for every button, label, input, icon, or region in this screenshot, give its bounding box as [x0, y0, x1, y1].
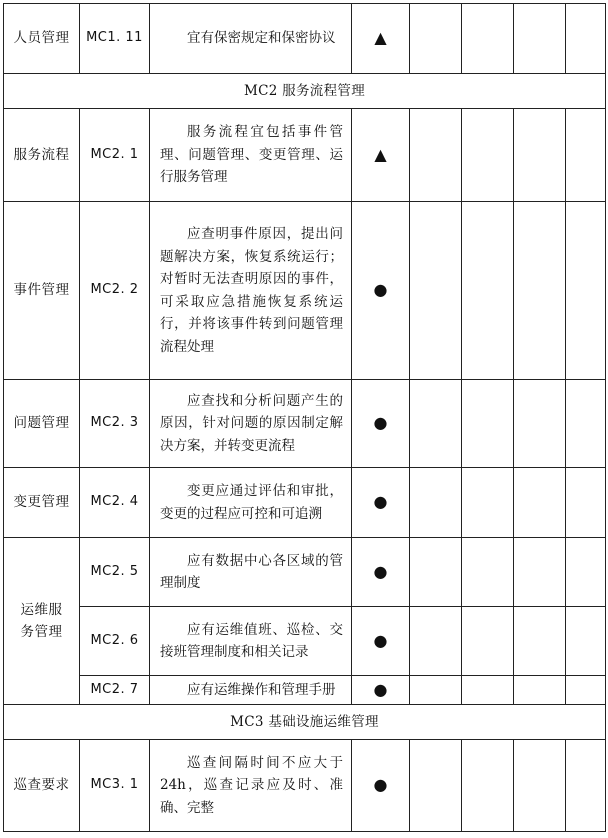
- table-row: [4, 468, 606, 538]
- empty-cell: [514, 380, 566, 468]
- empty-cell: [410, 468, 462, 538]
- empty-cell: [410, 202, 462, 380]
- requirement-cell: 应有运维操作和管理手册: [150, 676, 352, 705]
- dot-mark-icon: ●: [352, 202, 410, 380]
- code-cell: MC2. 1: [80, 109, 150, 202]
- category-cell: 事件管理: [4, 202, 80, 380]
- category-cell: 问题管理: [4, 380, 80, 468]
- table-row: [4, 740, 606, 832]
- requirements-table: [3, 3, 606, 832]
- triangle-mark-icon: ▲: [352, 4, 410, 74]
- dot-mark-icon: ●: [352, 468, 410, 538]
- table-row: [4, 202, 606, 380]
- section-row: [4, 705, 606, 740]
- empty-cell: [566, 4, 606, 74]
- empty-cell: [410, 740, 462, 832]
- empty-cell: [462, 4, 514, 74]
- empty-cell: [514, 468, 566, 538]
- code-cell: MC2. 2: [80, 202, 150, 380]
- table-row: [4, 538, 606, 607]
- empty-cell: [410, 607, 462, 676]
- section-title: MC3 基础设施运维管理: [4, 705, 606, 740]
- code-cell: MC1. 11: [80, 4, 150, 74]
- category-cell: 人员管理: [4, 4, 80, 74]
- empty-cell: [566, 380, 606, 468]
- section-title: MC2 服务流程管理: [4, 74, 606, 109]
- empty-cell: [514, 607, 566, 676]
- dot-mark-icon: ●: [352, 740, 410, 832]
- empty-cell: [462, 740, 514, 832]
- empty-cell: [462, 538, 514, 607]
- requirement-cell: 变更应通过评估和审批，变更的过程应可控和可追溯: [150, 468, 352, 538]
- category-cell: 运维服务管理: [4, 538, 80, 705]
- empty-cell: [566, 202, 606, 380]
- requirement-cell: 应查明事件原因，提出问题解决方案，恢复系统运行；对暂时无法查明原因的事件，可采取应急措施恢复系统运行，并将该事件转到问题管理流程处理: [150, 202, 352, 380]
- requirement-cell: 应有数据中心各区域的管理制度: [150, 538, 352, 607]
- empty-cell: [462, 468, 514, 538]
- empty-cell: [462, 676, 514, 705]
- dot-mark-icon: ●: [352, 538, 410, 607]
- empty-cell: [514, 676, 566, 705]
- empty-cell: [514, 740, 566, 832]
- empty-cell: [566, 676, 606, 705]
- empty-cell: [410, 4, 462, 74]
- empty-cell: [410, 380, 462, 468]
- table-row: [4, 109, 606, 202]
- category-cell: 变更管理: [4, 468, 80, 538]
- empty-cell: [410, 676, 462, 705]
- empty-cell: [566, 109, 606, 202]
- empty-cell: [514, 4, 566, 74]
- empty-cell: [462, 109, 514, 202]
- triangle-mark-icon: ▲: [352, 109, 410, 202]
- code-cell: MC2. 7: [80, 676, 150, 705]
- requirement-cell: 应查找和分析问题产生的原因，针对问题的原因制定解决方案，并转变更流程: [150, 380, 352, 468]
- code-cell: MC3. 1: [80, 740, 150, 832]
- code-cell: MC2. 3: [80, 380, 150, 468]
- dot-mark-icon: ●: [352, 607, 410, 676]
- empty-cell: [462, 607, 514, 676]
- empty-cell: [514, 538, 566, 607]
- requirement-cell: 应有运维值班、巡检、交接班管理制度和相关记录: [150, 607, 352, 676]
- table-row: [4, 4, 606, 74]
- empty-cell: [566, 607, 606, 676]
- empty-cell: [462, 380, 514, 468]
- code-cell: MC2. 5: [80, 538, 150, 607]
- empty-cell: [514, 202, 566, 380]
- code-cell: MC2. 4: [80, 468, 150, 538]
- empty-cell: [462, 202, 514, 380]
- empty-cell: [566, 468, 606, 538]
- dot-mark-icon: ●: [352, 676, 410, 705]
- empty-cell: [410, 109, 462, 202]
- requirement-cell: 巡查间隔时间不应大于24h，巡查记录应及时、准确、完整: [150, 740, 352, 832]
- requirement-cell: 宜有保密规定和保密协议: [150, 4, 352, 74]
- category-cell: 服务流程: [4, 109, 80, 202]
- table-row: [4, 607, 606, 676]
- dot-mark-icon: ●: [352, 380, 410, 468]
- empty-cell: [566, 740, 606, 832]
- requirement-cell: 服务流程宜包括事件管理、问题管理、变更管理、运行服务管理: [150, 109, 352, 202]
- empty-cell: [410, 538, 462, 607]
- category-cell: 巡查要求: [4, 740, 80, 832]
- section-row: [4, 74, 606, 109]
- table-row: [4, 380, 606, 468]
- empty-cell: [566, 538, 606, 607]
- table-row: [4, 676, 606, 705]
- empty-cell: [514, 109, 566, 202]
- code-cell: MC2. 6: [80, 607, 150, 676]
